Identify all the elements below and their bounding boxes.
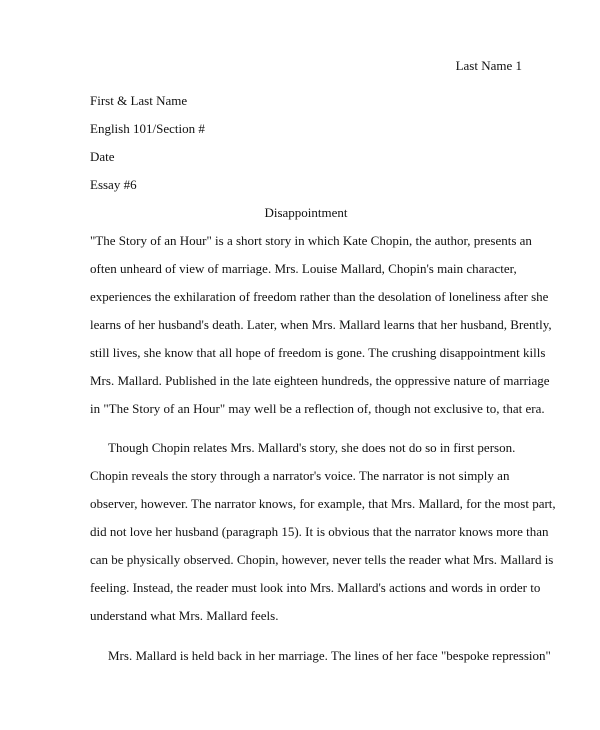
paragraph-line: Though Chopin relates Mrs. Mallard's story, she does not do so in first person. bbox=[108, 440, 516, 455]
author-name: First & Last Name bbox=[90, 93, 188, 108]
essay-title: Disappointment bbox=[264, 205, 348, 220]
paragraph-line: in "The Story of an Hour" may well be a reflection of, though not exclusive to, that era. bbox=[90, 401, 545, 416]
essay-number: Essay #6 bbox=[90, 177, 137, 192]
paragraph-line: Chopin reveals the story through a narrator's voice. The narrator is not simply an bbox=[90, 468, 510, 483]
paragraph-line: "The Story of an Hour" is a short story in which Kate Chopin, the author, presents an bbox=[90, 233, 532, 248]
paragraph-line: understand what Mrs. Mallard feels. bbox=[90, 608, 279, 623]
date-line: Date bbox=[90, 149, 115, 164]
paragraph-line: can be physically observed. Chopin, however, never tells the reader what Mrs. Mallard is bbox=[90, 552, 554, 567]
paragraph-line: did not love her husband (paragraph 15). It is obvious that the narrator knows more than bbox=[90, 524, 549, 539]
paragraph-line: learns of her husband's death. Later, when Mrs. Mallard learns that her husband, Brently, bbox=[90, 317, 552, 332]
running-head: Last Name 1 bbox=[455, 58, 522, 73]
paragraph-3 bbox=[90, 647, 551, 675]
paragraph-2 bbox=[90, 439, 556, 635]
course-section: English 101/Section # bbox=[90, 121, 205, 136]
paragraph-line: feeling. Instead, the reader must look into Mrs. Mallard's actions and words in order to bbox=[90, 580, 541, 595]
paragraph-1 bbox=[90, 232, 552, 428]
paragraph-line: experiences the exhilaration of freedom rather than the desolation of loneliness after she bbox=[90, 289, 549, 304]
paragraph-line: still lives, she know that all hope of freedom is gone. The crushing disappointment kills bbox=[90, 345, 546, 360]
paragraph-line: often unheard of view of marriage. Mrs. Louise Mallard, Chopin's main character, bbox=[90, 261, 517, 276]
paragraph-line: observer, however. The narrator knows, for example, that Mrs. Mallard, for the most part, bbox=[90, 496, 556, 511]
paragraph-line: Mrs. Mallard. Published in the late eighteen hundreds, the oppressive nature of marriage bbox=[90, 373, 550, 388]
heading-block bbox=[90, 92, 520, 204]
paragraph-line: Mrs. Mallard is held back in her marriage. The lines of her face "bespoke repression" bbox=[108, 648, 551, 663]
